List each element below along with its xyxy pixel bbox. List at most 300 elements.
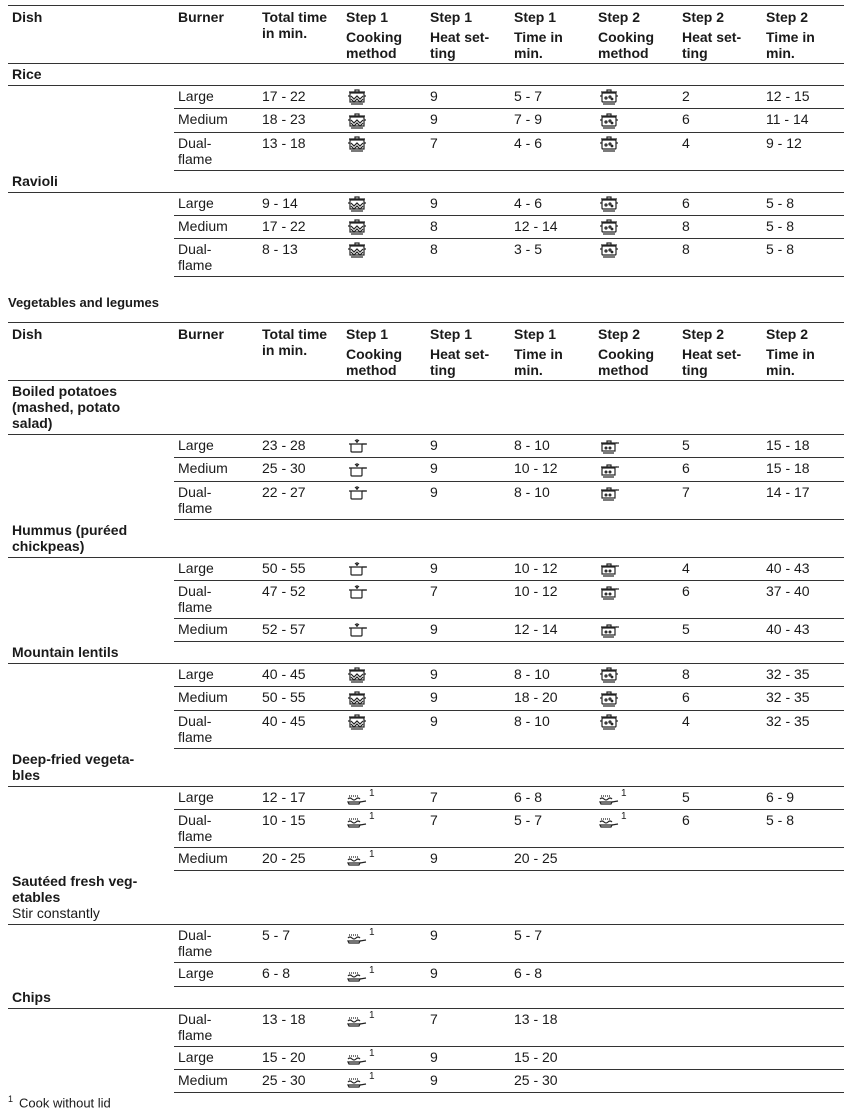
burner-cell: [174, 435, 258, 458]
dish-cell-empty: [8, 925, 174, 963]
boiling-pot-icon: [346, 88, 368, 104]
step2-heat-cell: 4: [678, 557, 762, 580]
dish-label: Ravioli: [12, 172, 58, 189]
step1-method-cell: [342, 925, 426, 963]
table-row: [8, 618, 844, 641]
step1-time-cell: 18 - 20: [510, 687, 594, 710]
dish-cell-empty: [8, 86, 174, 109]
step2-method-cell: [594, 963, 678, 986]
step2-time-cell: 40 - 43: [762, 618, 844, 641]
frying-pan-icon: [598, 812, 620, 828]
simmering-pot-icon: [598, 713, 620, 729]
burner-label: Dual-flame: [178, 582, 213, 615]
step2-heat-cell: 7: [678, 481, 762, 519]
dish-group-row: [8, 748, 844, 786]
step2-time-cell: 11 - 14: [762, 109, 844, 132]
boiling-pot-icon: [346, 713, 368, 729]
step1-heat-cell: 9: [426, 925, 510, 963]
total-time-cell: 15 - 20: [258, 1046, 342, 1069]
burner-cell: [174, 810, 258, 848]
footnote-ref: 1: [369, 788, 375, 800]
step2-heat-cell: 2: [678, 86, 762, 109]
dish-group-row: [8, 986, 844, 1008]
boiling-pot-icon: [346, 135, 368, 151]
step2-method-cell: [594, 618, 678, 641]
step2-heat-cell: 8: [678, 239, 762, 277]
step1-method-cell: [342, 664, 426, 687]
dish-cell-empty: [8, 481, 174, 519]
step2-time-cell: 5 - 8: [762, 215, 844, 238]
burner-cell: [174, 132, 258, 170]
boiling-pot-icon: [346, 241, 368, 257]
step2-time-cell: [762, 925, 844, 963]
dish-group-row: [8, 170, 844, 192]
step2-heat-cell: [678, 1008, 762, 1046]
step1-time-cell: 10 - 12: [510, 557, 594, 580]
step1-time-cell: 8 - 10: [510, 710, 594, 748]
footnote-ref: 1: [369, 964, 375, 976]
footnote-ref: 1: [369, 1071, 375, 1083]
step2-time-cell: 37 - 40: [762, 580, 844, 618]
step1-method-cell: [342, 810, 426, 848]
step1-method-cell: [342, 557, 426, 580]
burner-cell: [174, 1069, 258, 1092]
step1-heat-cell: 9: [426, 109, 510, 132]
step1-time-cell: 7 - 9: [510, 109, 594, 132]
boiling-pot-icon: [346, 666, 368, 682]
step1-time-cell: 5 - 7: [510, 86, 594, 109]
step1-heat-cell: 9: [426, 848, 510, 871]
burner-cell: [174, 481, 258, 519]
header-step1-method-sub: Cooking method: [346, 346, 402, 378]
step1-time-cell: 5 - 7: [510, 925, 594, 963]
step1-method-cell: [342, 710, 426, 748]
burner-label: Dual-flame: [178, 483, 213, 516]
step1-time-cell: 8 - 10: [510, 481, 594, 519]
step1-method-cell: [342, 192, 426, 215]
burner-label: Large: [178, 559, 214, 576]
header-step2-heat-sub: Heat set-ting: [682, 346, 742, 378]
step2-heat-cell: 6: [678, 192, 762, 215]
step2-time-cell: 14 - 17: [762, 481, 844, 519]
burner-cell: [174, 1046, 258, 1069]
header-step2-heat-sub: Heat set-ting: [682, 29, 742, 61]
step2-heat-cell: [678, 848, 762, 871]
frying-pan-icon: [346, 927, 368, 943]
burner-label: Dual-flame: [178, 1010, 213, 1043]
simmering-pot-icon: [598, 689, 620, 705]
header-step1-time-sub: Time in min.: [514, 29, 563, 61]
step2-time-cell: 9 - 12: [762, 132, 844, 170]
burner-label: Medium: [178, 689, 228, 706]
footnote-ref: 1: [369, 1010, 375, 1022]
step2-heat-cell: 6: [678, 109, 762, 132]
step1-heat-cell: 9: [426, 963, 510, 986]
dish-name: [8, 381, 844, 435]
total-time-cell: 13 - 18: [258, 1008, 342, 1046]
step2-time-cell: 40 - 43: [762, 557, 844, 580]
step1-heat-cell: 9: [426, 192, 510, 215]
dish-cell-empty: [8, 710, 174, 748]
burner-cell: [174, 580, 258, 618]
table-row: [8, 215, 844, 238]
header-step1-time: Step 1: [510, 323, 594, 343]
step2-method-cell: [594, 1046, 678, 1069]
frying-pan-icon: [346, 850, 368, 866]
dish-group-row: [8, 381, 844, 435]
frying-pan-icon: [346, 965, 368, 981]
step2-time-cell: [762, 963, 844, 986]
step2-time-cell: 5 - 8: [762, 192, 844, 215]
dish-cell-empty: [8, 786, 174, 809]
footnote: [8, 1094, 111, 1110]
total-time-cell: 22 - 27: [258, 481, 342, 519]
step1-heat-cell: 7: [426, 132, 510, 170]
step1-heat-cell: 9: [426, 458, 510, 481]
dish-name: [8, 170, 844, 192]
table-row: [8, 1046, 844, 1069]
step1-time-cell: 6 - 8: [510, 786, 594, 809]
header-step1-heat: Step 1: [426, 6, 510, 26]
dish-cell-empty: [8, 687, 174, 710]
step2-heat-cell: [678, 925, 762, 963]
step2-time-cell: 6 - 9: [762, 786, 844, 809]
burner-cell: [174, 963, 258, 986]
burner-label: Medium: [178, 111, 228, 128]
header-step1-method: Step 1: [342, 6, 426, 26]
dish-label: Hummus (puréed chickpeas): [12, 521, 128, 554]
dish-label: Deep-fried vegeta-bles: [12, 750, 135, 783]
step2-time-cell: 15 - 18: [762, 435, 844, 458]
burner-label: Medium: [178, 217, 228, 234]
footnote-ref: 1: [369, 1048, 375, 1060]
dish-cell-empty: [8, 215, 174, 238]
uncovered-pot-icon: [346, 484, 368, 500]
step2-method-cell: [594, 810, 678, 848]
step2-method-cell: [594, 86, 678, 109]
total-time-cell: 20 - 25: [258, 848, 342, 871]
step1-method-cell: [342, 1008, 426, 1046]
header-step1-heat-sub: Heat set-ting: [430, 346, 490, 378]
step1-time-cell: 6 - 8: [510, 963, 594, 986]
total-time-cell: 52 - 57: [258, 618, 342, 641]
low-heat-pot-icon: [598, 583, 620, 599]
burner-cell: [174, 215, 258, 238]
step1-time-cell: 15 - 20: [510, 1046, 594, 1069]
dish-note: Stir constantly: [12, 905, 100, 922]
step1-heat-cell: 7: [426, 1008, 510, 1046]
dish-cell-empty: [8, 109, 174, 132]
dish-label: Mountain lentils: [12, 644, 119, 661]
dish-cell-empty: [8, 192, 174, 215]
table-row: [8, 435, 844, 458]
step1-time-cell: 4 - 6: [510, 132, 594, 170]
header-step2-heat: Step 2: [678, 323, 762, 343]
step1-heat-cell: 7: [426, 810, 510, 848]
header-step1-time: Step 1: [510, 6, 594, 26]
step1-heat-cell: 7: [426, 580, 510, 618]
table-row: [8, 109, 844, 132]
low-heat-pot-icon: [598, 460, 620, 476]
dish-cell-empty: [8, 435, 174, 458]
burner-label: Large: [178, 788, 214, 805]
dish-name: [8, 748, 844, 786]
dish-name: [8, 64, 844, 86]
step1-heat-cell: 9: [426, 1046, 510, 1069]
step1-method-cell: [342, 848, 426, 871]
footnote-text: Cook without lid: [19, 1095, 111, 1111]
step1-time-cell: 10 - 12: [510, 458, 594, 481]
footnote-number: 1: [8, 1094, 14, 1104]
header-step2-heat: Step 2: [678, 6, 762, 26]
step2-heat-cell: [678, 1046, 762, 1069]
total-time-cell: 12 - 17: [258, 786, 342, 809]
burner-cell: [174, 109, 258, 132]
simmering-pot-icon: [598, 111, 620, 127]
header-step2-time-sub: Time in min.: [766, 29, 815, 61]
header-step1-method: Step 1: [342, 323, 426, 343]
section-title: Vegetables and legumes: [8, 295, 160, 310]
total-time-cell: 8 - 13: [258, 239, 342, 277]
table-row: [8, 963, 844, 986]
burner-label: Large: [178, 666, 214, 683]
burner-cell: [174, 618, 258, 641]
dish-name: [8, 986, 844, 1008]
step1-method-cell: [342, 687, 426, 710]
low-heat-pot-icon: [598, 437, 620, 453]
step1-method-cell: [342, 86, 426, 109]
burner-cell: [174, 192, 258, 215]
step2-method-cell: [594, 458, 678, 481]
header-dish: Dish: [8, 323, 174, 381]
simmering-pot-icon: [598, 666, 620, 682]
step1-method-cell: [342, 618, 426, 641]
burner-cell: [174, 786, 258, 809]
dish-cell-empty: [8, 1069, 174, 1092]
step2-method-cell: [594, 1008, 678, 1046]
step1-time-cell: 8 - 10: [510, 435, 594, 458]
uncovered-pot-icon: [346, 583, 368, 599]
step2-method-cell: [594, 481, 678, 519]
header-step1-method-sub: Cooking method: [346, 29, 402, 61]
header-step2-method-sub: Cooking method: [598, 346, 654, 378]
burner-cell: [174, 86, 258, 109]
total-time-cell: 50 - 55: [258, 557, 342, 580]
step2-method-cell: [594, 687, 678, 710]
step2-heat-cell: 6: [678, 687, 762, 710]
total-time-cell: 10 - 15: [258, 810, 342, 848]
simmering-pot-icon: [598, 241, 620, 257]
header-step2-method: Step 2: [594, 6, 678, 26]
boiling-pot-icon: [346, 195, 368, 211]
low-heat-pot-icon: [598, 484, 620, 500]
cooking-table-2: [8, 322, 844, 1093]
burner-cell: [174, 848, 258, 871]
table-row: [8, 458, 844, 481]
table-row: [8, 925, 844, 963]
step2-time-cell: [762, 1008, 844, 1046]
table-row: [8, 86, 844, 109]
step1-method-cell: [342, 1046, 426, 1069]
step1-heat-cell: 9: [426, 618, 510, 641]
step1-time-cell: 12 - 14: [510, 215, 594, 238]
table-row: [8, 481, 844, 519]
step1-method-cell: [342, 458, 426, 481]
total-time-cell: 50 - 55: [258, 687, 342, 710]
step1-method-cell: [342, 580, 426, 618]
header-step2-time-sub: Time in min.: [766, 346, 815, 378]
frying-pan-icon: [346, 1049, 368, 1065]
header-total-time: Total time in min.: [258, 6, 342, 64]
dish-cell-empty: [8, 848, 174, 871]
frying-pan-icon: [346, 1072, 368, 1088]
step2-time-cell: 5 - 8: [762, 239, 844, 277]
step1-heat-cell: 9: [426, 557, 510, 580]
step2-time-cell: 5 - 8: [762, 810, 844, 848]
step2-heat-cell: 5: [678, 786, 762, 809]
uncovered-pot-icon: [346, 460, 368, 476]
dish-cell-empty: [8, 557, 174, 580]
step2-time-cell: 32 - 35: [762, 687, 844, 710]
footnote-ref: 1: [621, 788, 627, 800]
uncovered-pot-icon: [346, 621, 368, 637]
burner-label: Dual-flame: [178, 712, 213, 745]
burner-cell: [174, 458, 258, 481]
dish-label: Sautéed fresh veg-etables: [12, 873, 138, 906]
step2-time-cell: 15 - 18: [762, 458, 844, 481]
step2-time-cell: 12 - 15: [762, 86, 844, 109]
burner-label: Dual-flame: [178, 134, 213, 167]
dish-cell-empty: [8, 1008, 174, 1046]
step2-time-cell: [762, 1046, 844, 1069]
step2-heat-cell: 6: [678, 458, 762, 481]
total-time-cell: 13 - 18: [258, 132, 342, 170]
low-heat-pot-icon: [598, 621, 620, 637]
burner-label: Dual-flame: [178, 812, 213, 845]
burner-cell: [174, 1008, 258, 1046]
burner-label: Large: [178, 88, 214, 104]
step1-heat-cell: 9: [426, 481, 510, 519]
step1-time-cell: 12 - 14: [510, 618, 594, 641]
simmering-pot-icon: [598, 88, 620, 104]
step2-heat-cell: 8: [678, 664, 762, 687]
table-2-body: [8, 381, 844, 1093]
header-dish: Dish: [8, 6, 174, 64]
boiling-pot-icon: [346, 111, 368, 127]
table-row: [8, 786, 844, 809]
burner-label: Dual-flame: [178, 927, 213, 960]
dish-label: Boiled potatoes (mashed, potato salad): [12, 383, 121, 431]
header-burner: Burner: [174, 323, 258, 381]
header-step2-method: Step 2: [594, 323, 678, 343]
table-row: [8, 710, 844, 748]
footnote-ref: 1: [369, 926, 375, 938]
step1-method-cell: [342, 239, 426, 277]
step2-heat-cell: 5: [678, 435, 762, 458]
header-step2-method-sub: Cooking method: [598, 29, 654, 61]
step2-method-cell: [594, 557, 678, 580]
burner-label: Medium: [178, 460, 228, 477]
simmering-pot-icon: [598, 218, 620, 234]
total-time-cell: 6 - 8: [258, 963, 342, 986]
burner-label: Medium: [178, 850, 228, 867]
table-row: [8, 132, 844, 170]
table-row: [8, 557, 844, 580]
step2-method-cell: [594, 132, 678, 170]
step2-method-cell: [594, 239, 678, 277]
dish-cell-empty: [8, 580, 174, 618]
step1-heat-cell: 9: [426, 86, 510, 109]
table-row: [8, 1008, 844, 1046]
step2-method-cell: [594, 786, 678, 809]
footnote-ref: 1: [621, 811, 627, 823]
cooking-table-1: [8, 5, 844, 277]
step1-time-cell: 5 - 7: [510, 810, 594, 848]
step2-heat-cell: 4: [678, 710, 762, 748]
step2-method-cell: [594, 664, 678, 687]
table-row: [8, 1069, 844, 1092]
burner-label: Large: [178, 194, 214, 211]
burner-label: Medium: [178, 620, 228, 637]
burner-cell: [174, 925, 258, 963]
dish-group-row: [8, 642, 844, 664]
step1-heat-cell: 8: [426, 239, 510, 277]
step1-heat-cell: 9: [426, 435, 510, 458]
dish-cell-empty: [8, 239, 174, 277]
dish-cell-empty: [8, 132, 174, 170]
dish-cell-empty: [8, 458, 174, 481]
step1-time-cell: 8 - 10: [510, 664, 594, 687]
step1-time-cell: 20 - 25: [510, 848, 594, 871]
total-time-cell: 25 - 30: [258, 458, 342, 481]
frying-pan-icon: [598, 789, 620, 805]
step1-heat-cell: 8: [426, 215, 510, 238]
footnote-ref: 1: [369, 849, 375, 861]
step2-heat-cell: [678, 963, 762, 986]
burner-label: Dual-flame: [178, 241, 213, 274]
step2-heat-cell: [678, 1069, 762, 1092]
step2-time-cell: 32 - 35: [762, 664, 844, 687]
dish-name: [8, 642, 844, 664]
total-time-cell: 25 - 30: [258, 1069, 342, 1092]
step1-method-cell: [342, 215, 426, 238]
header-total-time: Total time in min.: [258, 323, 342, 381]
step1-time-cell: 25 - 30: [510, 1069, 594, 1092]
dish-cell-empty: [8, 1046, 174, 1069]
table-row: [8, 664, 844, 687]
total-time-cell: 40 - 45: [258, 710, 342, 748]
step2-method-cell: [594, 580, 678, 618]
step2-method-cell: [594, 710, 678, 748]
step2-method-cell: [594, 925, 678, 963]
table-row: [8, 848, 844, 871]
total-time-cell: 5 - 7: [258, 925, 342, 963]
dish-label: Chips: [12, 988, 51, 1005]
header-step1-time-sub: Time in min.: [514, 346, 563, 378]
step2-time-cell: 32 - 35: [762, 710, 844, 748]
step1-heat-cell: 9: [426, 710, 510, 748]
dish-name: [8, 871, 844, 925]
total-time-cell: 18 - 23: [258, 109, 342, 132]
total-time-cell: 47 - 52: [258, 580, 342, 618]
uncovered-pot-icon: [346, 437, 368, 453]
step2-heat-cell: 5: [678, 618, 762, 641]
dish-group-row: [8, 871, 844, 925]
step2-heat-cell: 6: [678, 810, 762, 848]
dish-cell-empty: [8, 664, 174, 687]
header-step2-time: Step 2: [762, 323, 844, 343]
low-heat-pot-icon: [598, 560, 620, 576]
